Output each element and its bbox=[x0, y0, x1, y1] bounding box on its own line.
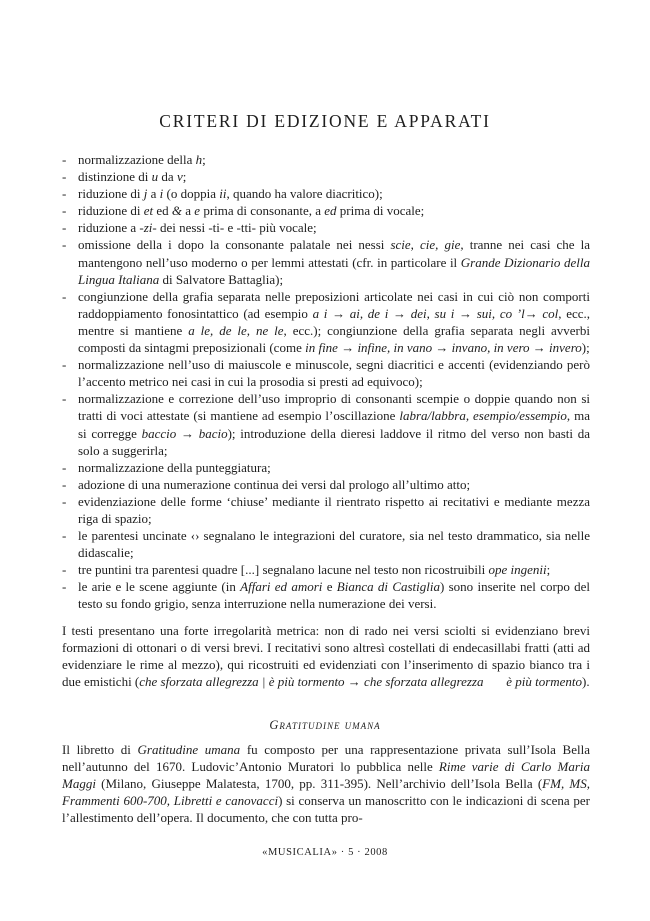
criteria-list bbox=[62, 151, 590, 613]
list-dash: - bbox=[62, 152, 67, 167]
list-dash: - bbox=[62, 562, 67, 578]
list-dash: - bbox=[62, 169, 67, 185]
list-item: - le parentesi uncinate ‹› segnalano le integrazioni del curatore, sia nel testo drammatico, sia nelle didascalie; bbox=[62, 528, 590, 561]
list-item: - riduzione di et ed & a e prima di consonante, a ed prima di vocale; bbox=[62, 203, 425, 219]
list-item: - congiunzione della grafia separata nelle preposizioni articolate nei casi in cui ciò non comporti raddoppiamento fonosintattico (ad esempio a i → ai, de i → dei, su i → sui, co ’l→ col, ecc., mentre si mantiene a le, de le, ne le, ecc.); congiunzione della grafia separata negli avverbi composti da sintagmi preposizionali (come in fine → infine, in vano → invano, in vero → invero); bbox=[62, 288, 591, 356]
list-dash: - bbox=[62, 459, 67, 475]
list-item: - normalizzazione della punteggiatura; bbox=[62, 459, 271, 475]
list-item: - omissione della i dopo la consonante palatale nei nessi scie, cie, gie, tranne nei casi che la mantengono nell’uso moderno o per lemmi attestati (cfr. in particolare il Grande Dizionario della Lingua Italiana di Salvatore Battaglia); bbox=[62, 237, 591, 287]
list-dash: - bbox=[62, 237, 67, 253]
list-dash: - bbox=[62, 528, 67, 544]
body-paragraph-metrics: I testi presentano una forte irregolarità metrica: non di rado nei versi sciolti si evidenziano brevi formazioni di ottonari o di versi brevi. I recitativi sono altresì costellati di endecasillabi fratti (atti ad evidenziare le rime al mezzo), qui ricostruiti ed evidenziati con l’inserimento di spazio bianco tra i due emistichi (che sforzata allegrezza | è più tormento → che sforzata allegrezza è più tormento). bbox=[62, 623, 590, 690]
list-item: - riduzione a -zi- dei nessi -ti- e -tti- più vocale; bbox=[62, 220, 317, 236]
list-dash: - bbox=[62, 579, 67, 595]
list-dash: - bbox=[62, 357, 67, 373]
page-footer: «MUSICALIA» · 5 · 2008 bbox=[262, 847, 388, 858]
list-dash: - bbox=[62, 476, 67, 492]
page-title: CRITERI DI EDIZIONE E APPARATI bbox=[159, 111, 491, 131]
section-heading: Gratitudine umana bbox=[269, 718, 381, 732]
list-item: - normalizzazione e correzione dell’uso improprio di consonanti scempie o doppie quando non si tratti di voci attestate (si mantiene ad esempio l’oscillazione labra/labbra, esempio/essempio, ma si corregge baccio → bacio); introduzione della dieresi laddove il ritmo del verso non basti da solo a suggerirla; bbox=[62, 391, 590, 458]
list-dash: - bbox=[62, 203, 67, 219]
list-dash: - bbox=[62, 288, 67, 304]
list-item: - evidenziazione delle forme ‘chiuse’ mediante il rientrato rispetto ai recitativi e mediante mezza riga di spazio; bbox=[62, 493, 590, 526]
list-dash: - bbox=[62, 391, 67, 407]
list-item: - normalizzazione della h; bbox=[62, 152, 206, 167]
list-dash: - bbox=[62, 493, 67, 509]
list-item: - tre puntini tra parentesi quadre [...] segnalano lacune nel testo non ricostruibili ope ingenii; bbox=[62, 562, 551, 578]
list-item: - distinzione di u da v; bbox=[62, 169, 187, 185]
list-item: - le arie e le scene aggiunte (in Affari ed amori e Bianca di Castiglia) sono inserite nel corpo del testo su fondo grigio, senza interruzione nella numerazione dei versi. bbox=[62, 579, 590, 612]
list-item: - adozione di una numerazione continua dei versi dal prologo all’ultimo atto; bbox=[62, 476, 471, 492]
body-paragraph-libretto: Il libretto di Gratitudine umana fu composto per una rappresentazione privata sull’Isola Bella nell’autunno del 1670. Ludovic’Antonio Muratori lo pubblica nelle Rime varie di Carlo Maria Maggi (Milano, Giuseppe Malatesta, 1700, pp. 311-395). Nell’archivio dell’Isola Bella (FM, MS, Frammenti 600-700, Libretti e canovacci) si conserva un manoscritto con le indicazioni di scena per l’allestimento dell’opera. Il documento, che con tutta pro- bbox=[62, 742, 590, 826]
list-item: - normalizzazione nell’uso di maiuscole e minuscole, segni diacritici e accenti (evidenziando però l’accento metrico nei casi in cui la prosodia si presti ad equivoco); bbox=[62, 357, 590, 390]
list-item: - riduzione di j a i (o doppia ii, quando ha valore diacritico); bbox=[62, 186, 383, 202]
list-dash: - bbox=[62, 220, 67, 236]
list-dash: - bbox=[62, 186, 67, 202]
